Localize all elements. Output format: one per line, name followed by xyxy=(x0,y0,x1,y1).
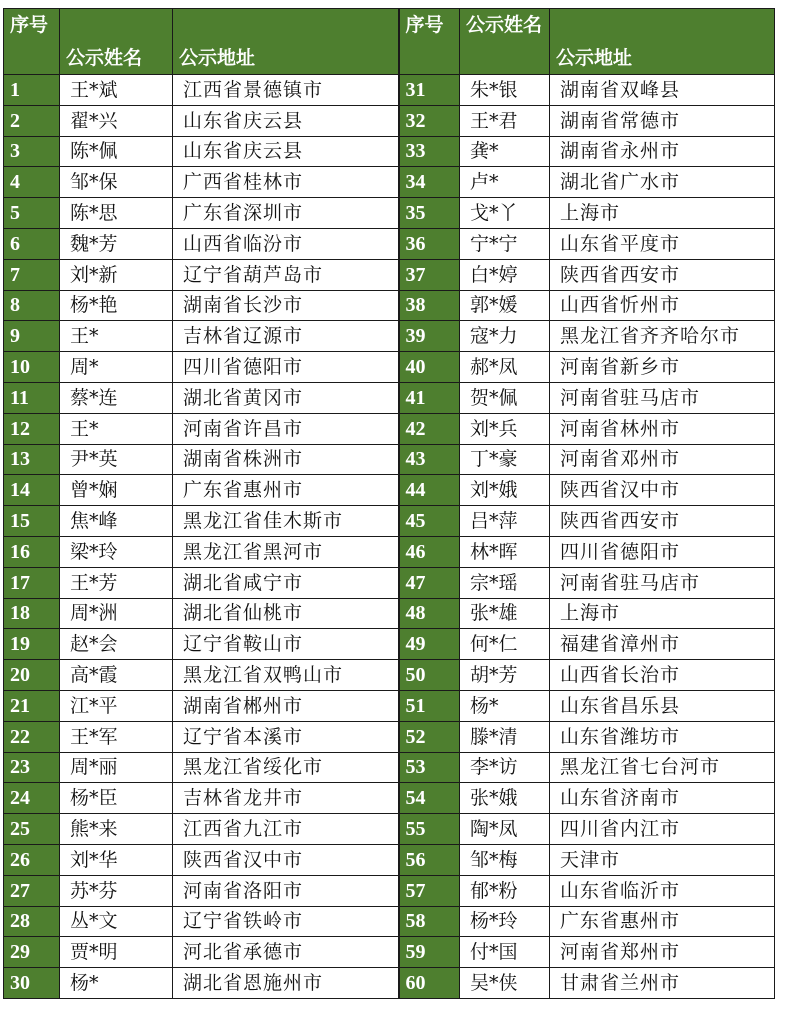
row-name-cell: 郁*粉 xyxy=(460,875,550,906)
row-address-cell: 湖北省黄冈市 xyxy=(173,382,399,413)
header-address-2: 公示地址 xyxy=(550,9,775,75)
row-number-cell: 26 xyxy=(4,844,60,875)
row-number-cell: 45 xyxy=(399,506,460,537)
table-row xyxy=(4,198,775,229)
row-address-cell: 湖南省长沙市 xyxy=(173,290,399,321)
table-row xyxy=(4,844,775,875)
row-number-cell: 31 xyxy=(399,75,460,106)
row-address-cell: 湖北省广水市 xyxy=(550,167,775,198)
row-name-cell: 付*国 xyxy=(460,937,550,968)
row-name-cell: 杨*艳 xyxy=(60,290,173,321)
row-name-cell: 周*洲 xyxy=(60,598,173,629)
row-address-cell: 吉林省辽源市 xyxy=(173,321,399,352)
row-name-cell: 梁*玲 xyxy=(60,536,173,567)
row-number-cell: 38 xyxy=(399,290,460,321)
row-number-cell: 9 xyxy=(4,321,60,352)
row-address-cell: 山东省平度市 xyxy=(550,228,775,259)
row-name-cell: 高*霞 xyxy=(60,660,173,691)
row-number-cell: 5 xyxy=(4,198,60,229)
row-address-cell: 四川省德阳市 xyxy=(550,536,775,567)
row-number-cell: 33 xyxy=(399,136,460,167)
row-number-cell: 6 xyxy=(4,228,60,259)
table-row xyxy=(4,382,775,413)
table-row xyxy=(4,629,775,660)
table-row xyxy=(4,136,775,167)
row-name-cell: 陈*思 xyxy=(60,198,173,229)
table-body xyxy=(4,75,775,999)
row-address-cell: 天津市 xyxy=(550,844,775,875)
row-number-cell: 50 xyxy=(399,660,460,691)
row-address-cell: 河南省郑州市 xyxy=(550,937,775,968)
row-address-cell: 黑龙江省齐齐哈尔市 xyxy=(550,321,775,352)
row-number-cell: 37 xyxy=(399,259,460,290)
row-name-cell: 刘*娥 xyxy=(460,475,550,506)
row-number-cell: 30 xyxy=(4,968,60,999)
header-seq-2: 序号 xyxy=(399,9,460,75)
row-name-cell: 寇*力 xyxy=(460,321,550,352)
row-number-cell: 39 xyxy=(399,321,460,352)
row-address-cell: 广东省深圳市 xyxy=(173,198,399,229)
row-name-cell: 龚* xyxy=(460,136,550,167)
row-number-cell: 52 xyxy=(399,721,460,752)
row-name-cell: 刘*兵 xyxy=(460,413,550,444)
row-name-cell: 李*访 xyxy=(460,752,550,783)
row-name-cell: 郝*凤 xyxy=(460,352,550,383)
table-row xyxy=(4,259,775,290)
row-address-cell: 山西省长治市 xyxy=(550,660,775,691)
row-number-cell: 56 xyxy=(399,844,460,875)
row-name-cell: 陈*佩 xyxy=(60,136,173,167)
row-address-cell: 山东省潍坊市 xyxy=(550,721,775,752)
row-name-cell: 刘*新 xyxy=(60,259,173,290)
row-name-cell: 杨*玲 xyxy=(460,906,550,937)
row-address-cell: 上海市 xyxy=(550,198,775,229)
row-number-cell: 29 xyxy=(4,937,60,968)
table-row xyxy=(4,167,775,198)
table-row xyxy=(4,506,775,537)
row-address-cell: 广东省惠州市 xyxy=(173,475,399,506)
row-number-cell: 20 xyxy=(4,660,60,691)
row-number-cell: 58 xyxy=(399,906,460,937)
row-address-cell: 山东省庆云县 xyxy=(173,105,399,136)
row-number-cell: 36 xyxy=(399,228,460,259)
table-row xyxy=(4,598,775,629)
table-row xyxy=(4,75,775,106)
table-row xyxy=(4,875,775,906)
publicity-list-table-container xyxy=(3,8,774,999)
row-number-cell: 46 xyxy=(399,536,460,567)
row-address-cell: 四川省德阳市 xyxy=(173,352,399,383)
row-number-cell: 42 xyxy=(399,413,460,444)
row-number-cell: 44 xyxy=(399,475,460,506)
row-name-cell: 丁*豪 xyxy=(460,444,550,475)
row-number-cell: 54 xyxy=(399,783,460,814)
row-name-cell: 宁*宁 xyxy=(460,228,550,259)
row-address-cell: 辽宁省铁岭市 xyxy=(173,906,399,937)
row-address-cell: 湖南省永州市 xyxy=(550,136,775,167)
row-name-cell: 胡*芳 xyxy=(460,660,550,691)
row-name-cell: 杨*臣 xyxy=(60,783,173,814)
row-address-cell: 湖南省双峰县 xyxy=(550,75,775,106)
row-number-cell: 11 xyxy=(4,382,60,413)
row-address-cell: 湖北省恩施州市 xyxy=(173,968,399,999)
row-number-cell: 24 xyxy=(4,783,60,814)
row-number-cell: 13 xyxy=(4,444,60,475)
row-number-cell: 18 xyxy=(4,598,60,629)
row-address-cell: 黑龙江省七台河市 xyxy=(550,752,775,783)
row-address-cell: 山西省忻州市 xyxy=(550,290,775,321)
table-row xyxy=(4,475,775,506)
row-address-cell: 陕西省汉中市 xyxy=(550,475,775,506)
row-name-cell: 焦*峰 xyxy=(60,506,173,537)
row-address-cell: 陕西省西安市 xyxy=(550,259,775,290)
row-name-cell: 贺*佩 xyxy=(460,382,550,413)
table-row xyxy=(4,660,775,691)
row-name-cell: 王*君 xyxy=(460,105,550,136)
row-address-cell: 黑龙江省黑河市 xyxy=(173,536,399,567)
row-address-cell: 河北省承德市 xyxy=(173,937,399,968)
row-name-cell: 丛*文 xyxy=(60,906,173,937)
row-number-cell: 12 xyxy=(4,413,60,444)
table-row xyxy=(4,228,775,259)
row-number-cell: 7 xyxy=(4,259,60,290)
row-number-cell: 47 xyxy=(399,567,460,598)
row-name-cell: 陶*凤 xyxy=(460,814,550,845)
row-address-cell: 黑龙江省佳木斯市 xyxy=(173,506,399,537)
header-seq: 序号 xyxy=(4,9,60,75)
table-row xyxy=(4,352,775,383)
row-name-cell: 曾*娴 xyxy=(60,475,173,506)
row-number-cell: 25 xyxy=(4,814,60,845)
row-number-cell: 60 xyxy=(399,968,460,999)
table-row xyxy=(4,937,775,968)
row-number-cell: 32 xyxy=(399,105,460,136)
row-name-cell: 尹*英 xyxy=(60,444,173,475)
row-name-cell: 吕*萍 xyxy=(460,506,550,537)
row-name-cell: 周* xyxy=(60,352,173,383)
row-name-cell: 王*军 xyxy=(60,721,173,752)
row-address-cell: 山西省临汾市 xyxy=(173,228,399,259)
row-name-cell: 赵*会 xyxy=(60,629,173,660)
table-row xyxy=(4,290,775,321)
table-row xyxy=(4,690,775,721)
row-number-cell: 40 xyxy=(399,352,460,383)
row-number-cell: 2 xyxy=(4,105,60,136)
row-number-cell: 51 xyxy=(399,690,460,721)
row-name-cell: 翟*兴 xyxy=(60,105,173,136)
row-number-cell: 35 xyxy=(399,198,460,229)
row-name-cell: 张*娥 xyxy=(460,783,550,814)
row-address-cell: 湖南省郴州市 xyxy=(173,690,399,721)
table-row xyxy=(4,413,775,444)
row-address-cell: 湖北省咸宁市 xyxy=(173,567,399,598)
row-number-cell: 43 xyxy=(399,444,460,475)
table-row xyxy=(4,444,775,475)
row-name-cell: 王*芳 xyxy=(60,567,173,598)
row-number-cell: 3 xyxy=(4,136,60,167)
row-name-cell: 熊*来 xyxy=(60,814,173,845)
row-number-cell: 49 xyxy=(399,629,460,660)
row-number-cell: 21 xyxy=(4,690,60,721)
row-number-cell: 53 xyxy=(399,752,460,783)
row-number-cell: 4 xyxy=(4,167,60,198)
row-address-cell: 黑龙江省绥化市 xyxy=(173,752,399,783)
row-number-cell: 10 xyxy=(4,352,60,383)
row-address-cell: 山东省庆云县 xyxy=(173,136,399,167)
row-address-cell: 陕西省汉中市 xyxy=(173,844,399,875)
row-number-cell: 57 xyxy=(399,875,460,906)
row-address-cell: 河南省驻马店市 xyxy=(550,567,775,598)
row-address-cell: 湖南省常德市 xyxy=(550,105,775,136)
row-address-cell: 吉林省龙井市 xyxy=(173,783,399,814)
row-name-cell: 江*平 xyxy=(60,690,173,721)
row-name-cell: 周*丽 xyxy=(60,752,173,783)
row-name-cell: 王* xyxy=(60,321,173,352)
row-address-cell: 福建省漳州市 xyxy=(550,629,775,660)
row-name-cell: 杨* xyxy=(60,968,173,999)
row-address-cell: 陕西省西安市 xyxy=(550,506,775,537)
row-name-cell: 张*雄 xyxy=(460,598,550,629)
row-name-cell: 滕*清 xyxy=(460,721,550,752)
row-number-cell: 41 xyxy=(399,382,460,413)
row-name-cell: 宗*瑶 xyxy=(460,567,550,598)
row-number-cell: 14 xyxy=(4,475,60,506)
row-name-cell: 邹*保 xyxy=(60,167,173,198)
row-address-cell: 山东省济南市 xyxy=(550,783,775,814)
row-number-cell: 27 xyxy=(4,875,60,906)
row-address-cell: 辽宁省本溪市 xyxy=(173,721,399,752)
table-row xyxy=(4,536,775,567)
row-name-cell: 卢* xyxy=(460,167,550,198)
row-address-cell: 广东省惠州市 xyxy=(550,906,775,937)
row-address-cell: 江西省景德镇市 xyxy=(173,75,399,106)
table-row xyxy=(4,814,775,845)
row-address-cell: 辽宁省葫芦岛市 xyxy=(173,259,399,290)
header-name: 公示姓名 xyxy=(60,9,173,75)
row-address-cell: 湖北省仙桃市 xyxy=(173,598,399,629)
table-row xyxy=(4,567,775,598)
row-address-cell: 辽宁省鞍山市 xyxy=(173,629,399,660)
table-row xyxy=(4,321,775,352)
row-name-cell: 王*斌 xyxy=(60,75,173,106)
row-address-cell: 河南省许昌市 xyxy=(173,413,399,444)
row-address-cell: 湖南省株洲市 xyxy=(173,444,399,475)
row-name-cell: 朱*银 xyxy=(460,75,550,106)
row-number-cell: 19 xyxy=(4,629,60,660)
row-number-cell: 15 xyxy=(4,506,60,537)
row-address-cell: 河南省洛阳市 xyxy=(173,875,399,906)
row-number-cell: 55 xyxy=(399,814,460,845)
row-name-cell: 郭*媛 xyxy=(460,290,550,321)
row-name-cell: 戈*丫 xyxy=(460,198,550,229)
table-row xyxy=(4,968,775,999)
row-name-cell: 魏*芳 xyxy=(60,228,173,259)
header-name-2: 公示姓名 xyxy=(460,9,550,75)
row-address-cell: 河南省驻马店市 xyxy=(550,382,775,413)
row-address-cell: 河南省新乡市 xyxy=(550,352,775,383)
row-number-cell: 22 xyxy=(4,721,60,752)
table-row xyxy=(4,906,775,937)
header-address: 公示地址 xyxy=(173,9,399,75)
row-name-cell: 何*仁 xyxy=(460,629,550,660)
row-address-cell: 甘肃省兰州市 xyxy=(550,968,775,999)
row-number-cell: 17 xyxy=(4,567,60,598)
table-row xyxy=(4,752,775,783)
row-number-cell: 16 xyxy=(4,536,60,567)
row-name-cell: 王* xyxy=(60,413,173,444)
row-number-cell: 59 xyxy=(399,937,460,968)
row-name-cell: 杨* xyxy=(460,690,550,721)
table-header-row xyxy=(4,9,775,75)
row-address-cell: 江西省九江市 xyxy=(173,814,399,845)
row-address-cell: 山东省昌乐县 xyxy=(550,690,775,721)
row-address-cell: 河南省林州市 xyxy=(550,413,775,444)
row-address-cell: 河南省邓州市 xyxy=(550,444,775,475)
row-name-cell: 蔡*连 xyxy=(60,382,173,413)
row-address-cell: 广西省桂林市 xyxy=(173,167,399,198)
publicity-list-table xyxy=(3,8,775,999)
row-name-cell: 白*婷 xyxy=(460,259,550,290)
row-address-cell: 黑龙江省双鸭山市 xyxy=(173,660,399,691)
table-row xyxy=(4,783,775,814)
row-name-cell: 苏*芬 xyxy=(60,875,173,906)
row-number-cell: 34 xyxy=(399,167,460,198)
row-name-cell: 邹*梅 xyxy=(460,844,550,875)
row-address-cell: 山东省临沂市 xyxy=(550,875,775,906)
row-address-cell: 上海市 xyxy=(550,598,775,629)
row-name-cell: 林*晖 xyxy=(460,536,550,567)
row-number-cell: 28 xyxy=(4,906,60,937)
row-name-cell: 吴*侠 xyxy=(460,968,550,999)
row-name-cell: 贾*明 xyxy=(60,937,173,968)
row-number-cell: 23 xyxy=(4,752,60,783)
row-number-cell: 48 xyxy=(399,598,460,629)
row-name-cell: 刘*华 xyxy=(60,844,173,875)
row-number-cell: 1 xyxy=(4,75,60,106)
table-row xyxy=(4,721,775,752)
row-number-cell: 8 xyxy=(4,290,60,321)
row-address-cell: 四川省内江市 xyxy=(550,814,775,845)
table-row xyxy=(4,105,775,136)
